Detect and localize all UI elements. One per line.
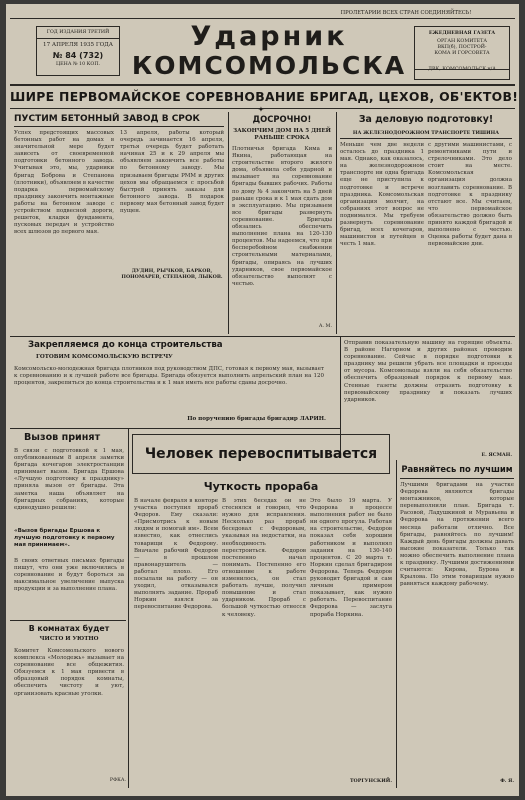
dormitory-subheading: ЧИСТО И УЮТНО — [39, 636, 99, 642]
ready-heading: Закрепляемся до конца строительства — [28, 340, 223, 350]
title-line-1: Ударник — [190, 21, 348, 52]
early-signature: А. М. — [318, 324, 332, 329]
issue-date: 17 АПРЕЛЯ 1935 ГОДА — [43, 42, 113, 48]
railroad-subheading: НА ЖЕЛЕЗНОДОРОЖНОМ ТРАНСПОРТЕ ТИШИНА — [352, 130, 500, 136]
early-subheading: ЗАКОНЧИМ ДОМ НА 5 ДНЕЙ РАНЬШЕ СРОКА — [233, 128, 331, 141]
concrete-signature: ДУДИН, РЫЧКОВ, БАРКОВ, ПОНОМАРЕВ, СТЕПАНОВ, ЛЫКОВ. — [121, 268, 223, 280]
challenge-col-2: В своих ответных письмах бригады пишут, что они уже включились в соревнование и будут бороться за максимальное увеличение выпуска продукции и за выполнение плана. — [14, 558, 124, 593]
issue-price: ЦЕНА № 10 КОП. — [55, 61, 101, 67]
title-line-2: КОМСОМОЛЬСКА — [131, 51, 407, 80]
newspaper-page — [6, 4, 519, 796]
year-label: ГОД ИЗДАНИЯ ТРЕТИЙ — [46, 30, 110, 35]
challenge-col: В связи с подготовкой к 1 мая, опубликованным 8 апреля заметки бригада кочегаров электростанции принимает вызов. Бригада Ершова «Лучшую подготовку к празднику» приняла вызов от бригады. Эта заметка наша объявляет на бригадных собраниях, которые единодушно решили: — [14, 448, 124, 511]
ready-signature: По поручению бригады бригадир ЛАРИН. — [187, 416, 326, 422]
masthead-slogan: ПРОЛЕТАРИИ ВСЕХ СТРАН СОЕДИНЯЙТЕСЬ! — [340, 10, 472, 16]
ready-subheading: ГОТОВИМ КОМСОМОЛЬСКУЮ ВСТРЕЧУ — [36, 354, 173, 360]
publisher-info-box — [414, 26, 510, 80]
issue-number: № 84 (732) — [52, 50, 104, 60]
ornament-icon: ✦ — [257, 105, 265, 114]
info-line-3: ВКП(б), ПОСТРОЙ- — [437, 45, 487, 50]
concrete-heading: ПУСТИМ БЕТОННЫЙ ЗАВОД В СРОК — [14, 114, 200, 124]
railroad-heading: За деловую подготовку! — [358, 114, 494, 125]
ready-col: Комсомольско-молодежная бригада плотников под руководством ДПС, готовая к первому мая, вызывает к соревнованию и к лучшей работе все бригады. Бригада обязуется выполнить апрельский план на 120 процентов, закрепиться до конца строительства и к 1 мая иметь все работы сданы досрочно. — [14, 366, 324, 387]
early-col: Плотничья бригада Кима и Якина, работающая на строительстве второго жилого дома, объявила себя ударной и вызывает на соревнование бригады бывших рабочих. Работы по дому № 4 закончить на 5 дней раньше срока и к 1 мая сдать дом в эксплуатацию. Мы призываем все бригады развернуть соревнование. Бригады обязались обеспечить выполнение плана на 120-130 процентов. Мы надеемся, что при бесперебойном снабжении строительными материалами, бригады, опираясь на лучших ударников, свое первомайское обязательство выполнят с честью. — [232, 146, 332, 287]
info-line-1: ЕЖЕДНЕВНАЯ ГАЗЕТА — [428, 30, 496, 36]
human-col-3: Это было 19 марта. У Федорова в процессе выполнения работ не было ни одного прогула. Работая на строительстве, Федоров показал себя хорошим работником и выполнял задания на 130-140 процентов. С 20 марта т. Норкин сделал бригадиром Федорова. Теперь Федоров руководит бригадой и сам личным примером показывает, как нужно работать. Перевоспитание Федорова — заслуга прораба Норкина. — [310, 498, 392, 618]
railroad-col-2: с другими машинистами, с ремонтниками пути и стрелочниками. Это дело стоит на месте. Комсомольская организация должна возглавить соревнование. В подготовке к празднику отстают все. Мы считаем, что первомайское обязательство должно быть принято каждой бригадой и выполнено с честью. Оценка работы будет дана в первомайские дни. — [428, 142, 512, 248]
concrete-col-2: 13 апреля, работы который очередь зачинается 16 апреля, третья очередь будет работать начиная 25 и к 29 апреля мы объявляем закончить все работы по бетонному заводу. Мы призываем бригады РММ и других цехов мы обращаемся с просьбой быстрей принять заказы для бетонного завода. В подарок первому мая бетонный завод будет пущен. — [120, 130, 224, 215]
human-signature: ТОРГУНСКИЙ. — [349, 778, 392, 784]
footer-signature: РФКА. — [109, 778, 126, 783]
dormitory-col: Комитет Комсомольского нового комплекса «Молодежь» вызывает на соревнование все общежития. Обязуемся к 1 мая привести в образцовый порядок комнаты, обеспечить чистоту и уют, организовать красные уголки. — [14, 648, 124, 697]
right-side-signature: Е. ЯСМАН. — [481, 452, 512, 458]
challenge-heading: Вызов принят — [24, 432, 101, 443]
human-heading: Человек перевоспитывается — [144, 446, 378, 462]
human-col-2: В этих беседах он не стеснялся и говорил, что нужно для исправления. Несколько раз прораб беседовал с Федоровым, указывая на недостатки, на необходимость перестроиться. Федоров постепенно начал понимать. Постепенно его отношение к работе изменилось, он стал работать лучше, получил повышение и стал ударником. Прораб с большой чуткостью отнесся к человеку. — [222, 498, 306, 618]
best-heading: Равняйтесь по лучшим — [401, 464, 513, 474]
human-subheading: Чуткость прораба — [203, 480, 319, 493]
human-col-1: В начале февраля в конторе участка поступил прораб Федоров. Ему сказали: «Присмотрись к новым людям и помогай им». Всем известно, как отнеслись товарищи к Федорову. Вначале рабочий Федоров — в прошлом правонарушитель — работал плохо. Его посылали на работу — он уходил, отказывался выполнять задание. Прораб Норкин взялся за перевоспитание Федорова. — [134, 498, 218, 611]
info-line-4: КОМА И ГОРСОВЕТА — [434, 51, 490, 56]
concrete-col-1: Успех предстоящих массовых бетонных работ на домах в значительной мере будет зависеть от своевременной подготовки бетонного завода. Учитывая это, мы, ударники бригад Боброва и Степанова (плотники), объявляем в качестве подарка первомайскому празднику закончить монтажные работы на бетонном заводе с устройством подвесной дороги, решеток, кладки фундамента, пусковых передач и устройство всех шлюзов до первого мая. — [14, 130, 114, 236]
railroad-col-1: Меньше чем две недели осталось до праздника 1 мая. Однако, как оказалось, на железнодорожном транспорте ни одна бригада еще не приступила к подготовке и встрече праздника. Комсомольская организация молчит, на собраниях этот вопрос не поднимался. Мы требуем развернуть соревнование бригад, всех кочегаров, машинистов и путейцев в честь 1 мая. — [340, 142, 424, 248]
dormitory-heading: В комнатах будет — [28, 624, 110, 633]
early-heading: ДОСРОЧНО! — [252, 114, 312, 124]
right-side-col: Отправив показательную машину на горящие объекты. В районе Нагорном и других районах проводим соревнование. Сейчас в порядке подготовки к празднику мы решили убрать все площадки и проезды от мусора. Комсомольцы взяли на себя обязательство обеспечить образцовый порядок к первому мая. Стенные газеты должны отразить подготовку к первомайскому празднику и показать лучших ударников. — [344, 340, 512, 403]
info-line-5 — [415, 67, 509, 73]
best-col: Лучшими бригадами на участке Федорова являются бригады монтажников, которые перевыполнили план. Бригада т. Расовой, Ладушкиной и Муравьева и Федорова на протяжении всего месяца работали отлично. Все бригады, равняйтесь по лучшим! Каждый день бригады должны давать высокие показатели. Только так можно обеспечить выполнение плана к празднику. Лучшими достижениями считаются: Кирова, Бурова и Крылова. По этим товарищам нужно равняться каждому рабочему. — [400, 482, 514, 588]
info-line-2: ОРГАН КОМИТЕТА — [437, 39, 487, 44]
banner-headline: ШИРЕ ПЕРВОМАЙСКОЕ СОРЕВНОВАНИЕ БРИГАД, ЦЕХОВ, ОБ'ЕКТОВ! — [10, 89, 519, 104]
issue-info-box — [36, 26, 120, 76]
best-signature: Ф. Я. — [500, 778, 514, 784]
challenge-slogan: «Вызов бригады Ершова к лучшую подготовку к первому мая принимаем». — [14, 528, 115, 548]
